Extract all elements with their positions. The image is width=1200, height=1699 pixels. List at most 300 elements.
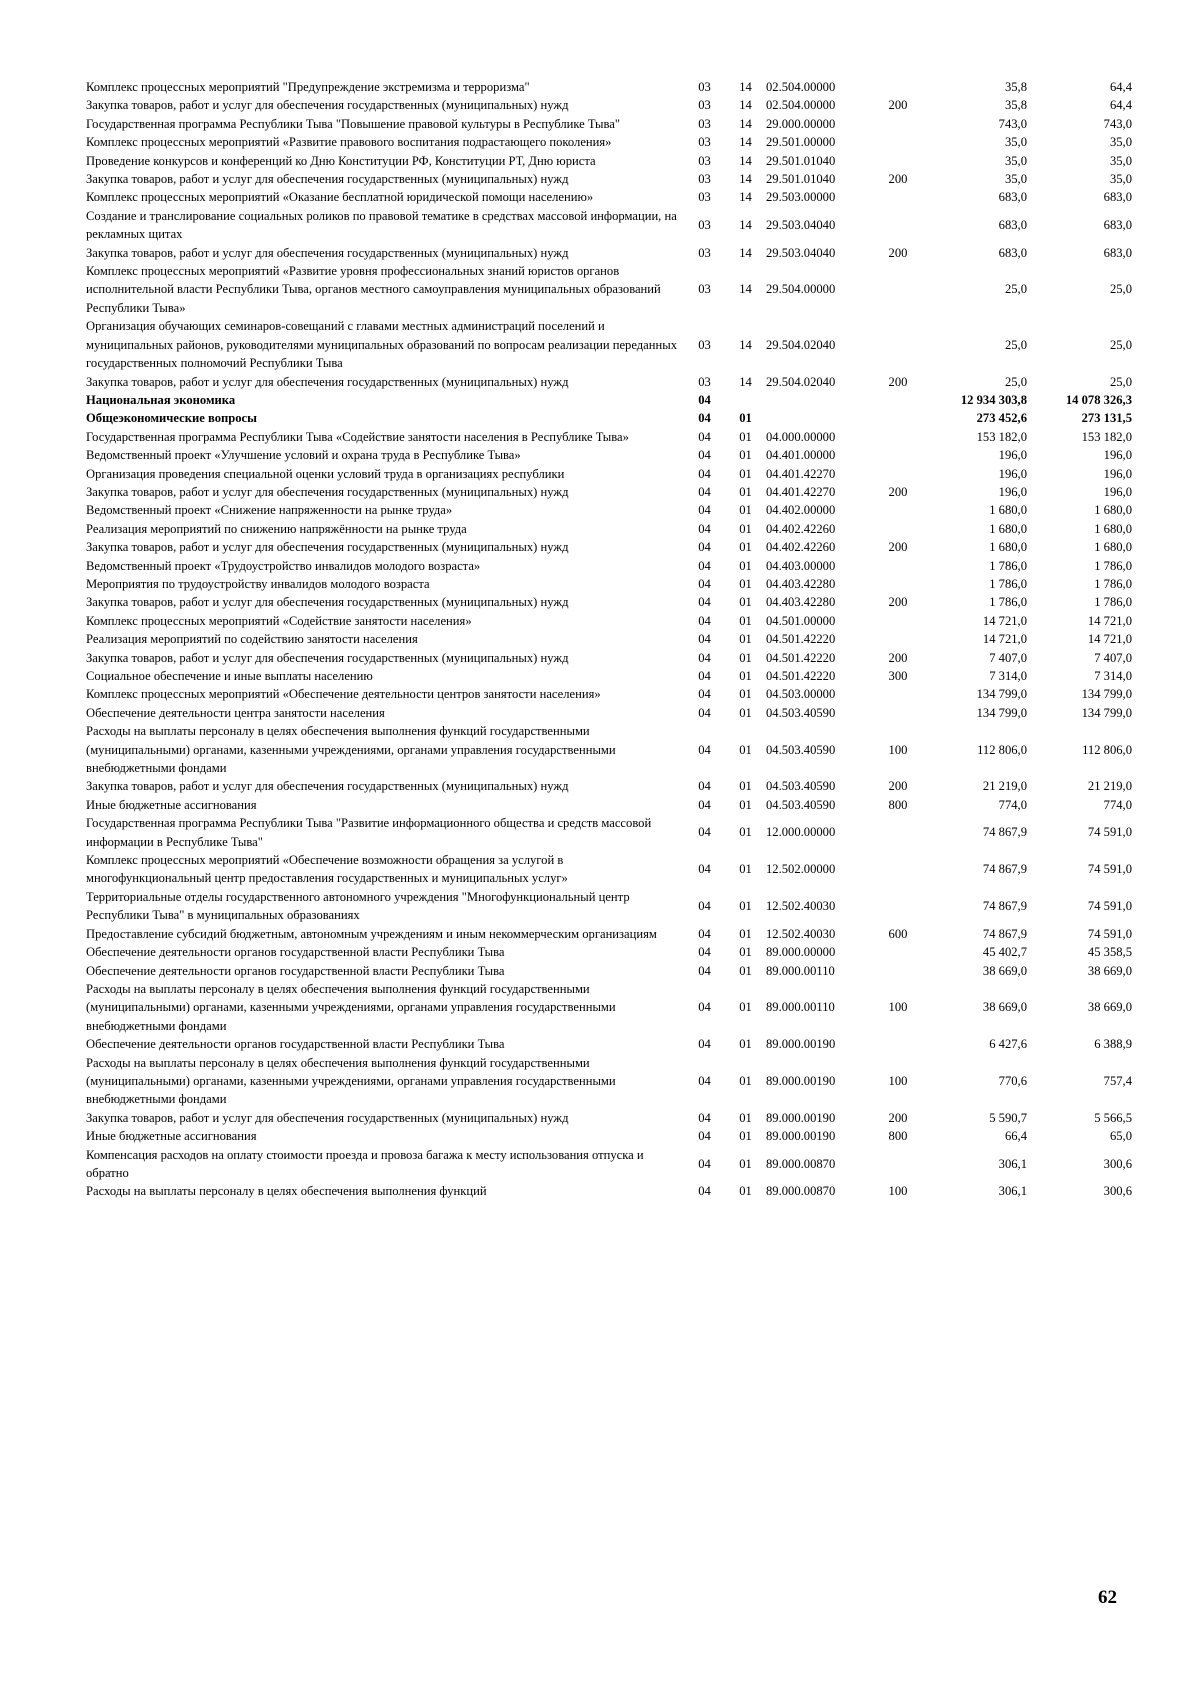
expense-type-code (878, 428, 918, 446)
table-row (86, 612, 1132, 630)
row-name: Создание и транслирование социальных роликов по правовой тематике в средствах массовой информации, на рекламных щитах (86, 208, 677, 242)
amount-year-1: 1 786,0 (989, 558, 1027, 573)
expense-type-code: 100 (888, 742, 908, 757)
target-article-code: 04.401.00000 (766, 448, 836, 463)
section-code: 04 (698, 466, 711, 481)
amount-year-2: 7 407,0 (1094, 650, 1132, 665)
amount-year-1: 38 669,0 (982, 963, 1027, 978)
amount-year-1: 770,6 (998, 1073, 1027, 1088)
table-row (86, 317, 1132, 372)
row-name: Реализация мероприятий по содействию занятости населения (86, 632, 418, 647)
amount-year-2: 5 566,5 (1094, 1110, 1132, 1125)
section-code: 04 (698, 1110, 711, 1125)
amount-year-2: 21 219,0 (1087, 779, 1132, 794)
target-article-code: 12.502.40030 (766, 926, 836, 941)
section-code: 03 (698, 337, 711, 352)
amount-year-2: 300,6 (1103, 1184, 1132, 1199)
amount-year-1: 196,0 (998, 448, 1027, 463)
amount-year-1: 1 786,0 (989, 576, 1027, 591)
section-code: 04 (698, 411, 711, 426)
row-name: Национальная экономика (86, 392, 236, 407)
amount-year-1: 25,0 (1004, 282, 1027, 297)
section-code: 03 (698, 116, 711, 131)
page-number: 62 (1098, 1587, 1117, 1608)
amount-year-2: 35,0 (1109, 172, 1132, 187)
target-article-code: 89.000.00870 (766, 1156, 836, 1171)
expense-type-code (878, 78, 918, 96)
amount-year-1: 74 867,9 (982, 899, 1027, 914)
amount-year-1: 35,0 (1004, 172, 1027, 187)
section-code: 04 (698, 1000, 711, 1015)
amount-year-2: 153 182,0 (1081, 429, 1132, 444)
row-name: Обеспечение деятельности органов государственной власти Республики Тыва (86, 963, 505, 978)
expense-type-code (878, 115, 918, 133)
amount-year-2: 757,4 (1103, 1073, 1132, 1088)
table-row (86, 78, 1132, 96)
amount-year-1: 1 680,0 (989, 503, 1027, 518)
target-article-code: 04.503.40590 (766, 742, 836, 757)
table-row (86, 501, 1132, 519)
section-code: 04 (698, 558, 711, 573)
target-article-code: 29.000.00000 (766, 116, 836, 131)
row-name: Комплекс процессных мероприятий «Оказание бесплатной юридической помощи населению» (86, 190, 594, 205)
subsection-code: 14 (739, 116, 752, 131)
row-name: Ведомственный проект «Улучшение условий и охрана труда в Республике Тыва» (86, 448, 521, 463)
target-article-code: 04.402.00000 (766, 503, 836, 518)
table-row (86, 649, 1132, 667)
expense-type-code (878, 1146, 918, 1183)
amount-year-1: 134 799,0 (976, 687, 1027, 702)
amount-year-2: 1 786,0 (1094, 576, 1132, 591)
expense-type-code (878, 188, 918, 206)
expense-type-code: 200 (888, 484, 908, 499)
amount-year-2: 134 799,0 (1081, 687, 1132, 702)
section-code: 03 (698, 80, 711, 94)
table-row (86, 152, 1132, 170)
amount-year-2: 14 721,0 (1087, 632, 1132, 647)
section-code: 04 (698, 521, 711, 536)
row-name: Расходы на выплаты персоналу в целях обеспечения выполнения функций государственными (муниципальными) органами, казенными учреждениями, органами управления государственными внебюджетными фондами (86, 1055, 616, 1107)
expense-type-code (878, 575, 918, 593)
table-row (86, 593, 1132, 611)
amount-year-1: 35,0 (1004, 153, 1027, 168)
amount-year-2: 6 388,9 (1094, 1037, 1132, 1052)
row-name: Комплекс процессных мероприятий «Развитие уровня профессиональных знаний юристов органов исполнительной власти Республики Тыва, органов местного самоуправления муниципальных образований Республики Тыва» (86, 264, 661, 315)
amount-year-1: 683,0 (998, 190, 1027, 205)
table-row (86, 520, 1132, 538)
row-name: Реализация мероприятий по снижению напряжённости на рынке труда (86, 521, 467, 536)
table-row (86, 465, 1132, 483)
table-row (86, 483, 1132, 501)
subsection-code: 01 (739, 429, 752, 444)
amount-year-2: 1 680,0 (1094, 540, 1132, 555)
target-article-code: 04.501.42220 (766, 669, 836, 683)
expense-type-code (878, 446, 918, 464)
row-name: Ведомственный проект «Снижение напряженности на рынке труда» (86, 503, 453, 518)
amount-year-2: 65,0 (1109, 1129, 1132, 1144)
row-name: Общеэкономические вопросы (86, 411, 257, 426)
subsection-code: 14 (739, 98, 752, 113)
expense-type-code (878, 630, 918, 648)
subsection-code: 01 (739, 466, 752, 481)
section-code: 04 (698, 825, 711, 840)
subsection-code: 01 (739, 411, 752, 426)
expense-type-code: 800 (888, 1129, 908, 1144)
table-row (86, 428, 1132, 446)
amount-year-1: 25,0 (1004, 337, 1027, 352)
amount-year-1: 196,0 (998, 466, 1027, 481)
table-row (86, 980, 1132, 1035)
subsection-code: 01 (739, 595, 752, 610)
section-code: 04 (698, 1073, 711, 1088)
subsection-code: 14 (739, 218, 752, 233)
subsection-code: 14 (739, 190, 752, 205)
row-name: Закупка товаров, работ и услуг для обеспечения государственных (муниципальных) нужд (86, 595, 569, 610)
amount-year-1: 35,8 (1004, 80, 1027, 94)
table-row (86, 1182, 1132, 1200)
table-row (86, 667, 1132, 685)
amount-year-1: 306,1 (998, 1184, 1027, 1199)
table-row (86, 170, 1132, 188)
subsection-code: 14 (739, 135, 752, 150)
amount-year-1: 306,1 (998, 1156, 1027, 1171)
section-code: 03 (698, 190, 711, 205)
target-article-code: 12.502.00000 (766, 862, 836, 877)
amount-year-2: 683,0 (1103, 218, 1132, 233)
target-article-code: 04.403.00000 (766, 558, 836, 573)
section-code: 03 (698, 153, 711, 168)
target-article-code: 89.000.00110 (766, 963, 835, 978)
amount-year-2: 196,0 (1103, 484, 1132, 499)
amount-year-1: 683,0 (998, 218, 1027, 233)
section-code: 04 (698, 448, 711, 463)
expense-type-code (878, 207, 918, 244)
subsection-code: 01 (739, 926, 752, 941)
subsection-code: 01 (739, 945, 752, 960)
amount-year-1: 35,8 (1004, 98, 1027, 113)
table-row (86, 1146, 1132, 1183)
expense-type-code (878, 409, 918, 427)
row-name: Комплекс процессных мероприятий "Предупреждение экстремизма и терроризма" (86, 80, 530, 94)
expense-type-code (878, 685, 918, 703)
subsection-code: 01 (739, 825, 752, 840)
subsection-code: 01 (739, 1000, 752, 1015)
target-article-code: 29.504.02040 (766, 374, 836, 389)
amount-year-1: 66,4 (1004, 1129, 1027, 1144)
budget-table (86, 78, 1132, 1201)
subsection-code: 14 (739, 337, 752, 352)
subsection-code: 14 (739, 153, 752, 168)
section-code: 04 (698, 503, 711, 518)
section-code: 04 (698, 669, 711, 683)
expense-type-code (878, 391, 918, 409)
row-name: Комплекс процессных мероприятий «Содействие занятости населения» (86, 613, 472, 628)
expense-type-code: 100 (888, 1184, 908, 1199)
subsection-code: 14 (739, 172, 752, 187)
amount-year-1: 6 427,6 (989, 1037, 1027, 1052)
amount-year-2: 38 669,0 (1087, 1000, 1132, 1015)
table-row (86, 796, 1132, 814)
expense-type-code: 200 (888, 172, 908, 187)
section-code: 04 (698, 1129, 711, 1144)
amount-year-1: 7 407,0 (989, 650, 1027, 665)
expense-type-code (878, 814, 918, 851)
subsection-code: 01 (739, 862, 752, 877)
target-article-code (766, 409, 878, 427)
subsection-code: 01 (739, 632, 752, 647)
target-article-code: 29.501.01040 (766, 153, 836, 168)
section-code: 04 (698, 926, 711, 941)
table-row (86, 685, 1132, 703)
amount-year-1: 273 452,6 (976, 411, 1027, 426)
amount-year-1: 5 590,7 (989, 1110, 1027, 1125)
target-article-code: 04.503.40590 (766, 705, 836, 720)
table-row (86, 115, 1132, 133)
amount-year-1: 153 182,0 (976, 429, 1027, 444)
amount-year-2: 45 358,5 (1087, 945, 1132, 960)
amount-year-2: 273 131,5 (1081, 411, 1132, 426)
expense-type-code (878, 501, 918, 519)
target-article-code: 12.502.40030 (766, 899, 836, 914)
subsection-code: 01 (739, 779, 752, 794)
amount-year-2: 1 786,0 (1094, 595, 1132, 610)
subsection-code: 01 (739, 1156, 752, 1171)
row-name: Ведомственный проект «Трудоустройство инвалидов молодого возраста» (86, 558, 481, 573)
expense-type-code (878, 888, 918, 925)
amount-year-2: 74 591,0 (1087, 825, 1132, 840)
table-row (86, 446, 1132, 464)
section-code: 04 (698, 1037, 711, 1052)
section-code: 04 (698, 392, 711, 407)
table-row (86, 1109, 1132, 1127)
subsection-code: 01 (739, 1184, 752, 1199)
target-article-code (766, 391, 878, 409)
section-code: 03 (698, 282, 711, 297)
row-name: Обеспечение деятельности центра занятости населения (86, 705, 385, 720)
section-code: 04 (698, 484, 711, 499)
expense-type-code: 600 (888, 926, 908, 941)
target-article-code: 29.501.01040 (766, 172, 836, 187)
section-code: 04 (698, 687, 711, 702)
row-name: Закупка товаров, работ и услуг для обеспечения государственных (муниципальных) нужд (86, 172, 569, 187)
amount-year-1: 1 786,0 (989, 595, 1027, 610)
table-row (86, 962, 1132, 980)
expense-type-code: 100 (888, 1073, 908, 1088)
amount-year-2: 1 680,0 (1094, 521, 1132, 536)
section-code: 04 (698, 705, 711, 720)
subsection-code: 14 (739, 374, 752, 389)
target-article-code: 04.503.40590 (766, 797, 836, 812)
amount-year-1: 1 680,0 (989, 521, 1027, 536)
row-name: Закупка товаров, работ и услуг для обеспечения государственных (муниципальных) нужд (86, 650, 569, 665)
row-name: Закупка товаров, работ и услуг для обеспечения государственных (муниципальных) нужд (86, 98, 569, 113)
row-name: Компенсация расходов на оплату стоимости проезда и провоза багажа к месту использования отпуска и обратно (86, 1147, 644, 1180)
row-name: Иные бюджетные ассигнования (86, 797, 257, 812)
section-code: 04 (698, 797, 711, 812)
amount-year-1: 74 867,9 (982, 926, 1027, 941)
table-row (86, 538, 1132, 556)
amount-year-2: 1 786,0 (1094, 558, 1132, 573)
amount-year-1: 112 806,0 (977, 742, 1027, 757)
amount-year-2: 683,0 (1103, 190, 1132, 205)
amount-year-1: 743,0 (998, 116, 1027, 131)
table-row (86, 851, 1132, 888)
amount-year-2: 14 078 326,3 (1065, 392, 1132, 407)
section-code: 04 (698, 963, 711, 978)
target-article-code: 04.401.42270 (766, 484, 836, 499)
section-code: 03 (698, 172, 711, 187)
expense-type-code (878, 851, 918, 888)
table-row (86, 1127, 1132, 1145)
table-row (86, 207, 1132, 244)
table-row (86, 96, 1132, 114)
amount-year-2: 7 314,0 (1094, 669, 1132, 683)
section-code: 03 (698, 98, 711, 113)
table-row (86, 188, 1132, 206)
expense-type-code (878, 152, 918, 170)
row-name: Проведение конкурсов и конференций ко Дню Конституции РФ, Конституции РТ, Дню юриста (86, 153, 596, 168)
amount-year-1: 196,0 (998, 484, 1027, 499)
amount-year-1: 12 934 303,8 (960, 392, 1027, 407)
subsection-code: 01 (739, 613, 752, 628)
section-code: 04 (698, 576, 711, 591)
subsection-code: 14 (739, 245, 752, 260)
amount-year-1: 74 867,9 (982, 825, 1027, 840)
amount-year-2: 25,0 (1109, 374, 1132, 389)
target-article-code: 89.000.00000 (766, 945, 836, 960)
expense-type-code: 200 (888, 1110, 908, 1125)
subsection-code: 01 (739, 1073, 752, 1088)
target-article-code: 02.504.00000 (766, 80, 836, 94)
expense-type-code: 200 (888, 540, 908, 555)
section-code: 04 (698, 613, 711, 628)
row-name: Расходы на выплаты персоналу в целях обеспечения выполнения функций государственными (муниципальными) органами, казенными учреждениями, органами управления государственными внебюджетными фондами (86, 981, 616, 1033)
amount-year-2: 25,0 (1109, 282, 1132, 297)
target-article-code: 04.402.42260 (766, 540, 836, 555)
table-row (86, 888, 1132, 925)
budget-table-body (86, 78, 1132, 1201)
expense-type-code: 200 (888, 650, 908, 665)
row-name: Закупка товаров, работ и услуг для обеспечения государственных (муниципальных) нужд (86, 484, 569, 499)
row-name: Организация обучающих семинаров-совещаний с главами местных администраций поселений и муниципальных районов, руководителями муниципальных образований по вопросам реализации переданных государственных полномочий Республики Тыва (86, 319, 678, 371)
table-row (86, 133, 1132, 151)
table-row (86, 575, 1132, 593)
subsection-code: 01 (739, 899, 752, 914)
row-name: Организация проведения специальной оценки условий труда в организациях республики (86, 466, 565, 481)
amount-year-1: 21 219,0 (982, 779, 1027, 794)
subsection-code: 01 (739, 1129, 752, 1144)
table-row (86, 391, 1132, 409)
subsection-code: 01 (739, 1037, 752, 1052)
row-name: Закупка товаров, работ и услуг для обеспечения государственных (муниципальных) нужд (86, 374, 569, 389)
amount-year-2: 64,4 (1109, 80, 1132, 94)
target-article-code: 29.503.04040 (766, 245, 836, 260)
amount-year-2: 743,0 (1103, 116, 1132, 131)
amount-year-2: 74 591,0 (1087, 862, 1132, 877)
amount-year-1: 38 669,0 (982, 1000, 1027, 1015)
expense-type-code (878, 465, 918, 483)
expense-type-code: 100 (888, 1000, 908, 1015)
amount-year-2: 196,0 (1103, 466, 1132, 481)
row-name: Территориальные отделы государственного автономного учреждения "Многофункциональный центр Республики Тыва" в муниципальных образованиях (86, 889, 630, 923)
row-name: Государственная программа Республики Тыва «Содействие занятости населения в Республике Тыва» (86, 429, 629, 444)
subsection-code (725, 391, 766, 409)
target-article-code: 29.503.00000 (766, 190, 836, 205)
row-name: Закупка товаров, работ и услуг для обеспечения государственных (муниципальных) нужд (86, 540, 569, 555)
expense-type-code: 200 (888, 374, 908, 389)
target-article-code: 89.000.00190 (766, 1037, 836, 1052)
expense-type-code: 300 (888, 669, 908, 683)
amount-year-2: 35,0 (1109, 153, 1132, 168)
expense-type-code: 200 (888, 595, 908, 610)
target-article-code: 04.401.42270 (766, 466, 836, 481)
target-article-code: 29.504.00000 (766, 282, 836, 297)
section-code: 03 (698, 245, 711, 260)
row-name: Государственная программа Республики Тыва "Повышение правовой культуры в Республике Тыва" (86, 116, 620, 131)
row-name: Расходы на выплаты персоналу в целях обеспечения выполнения функций государственными (муниципальными) органами, казенными учреждениями, органами управления государственными внебюджетными фондами (86, 724, 616, 776)
expense-type-code (878, 520, 918, 538)
amount-year-1: 683,0 (998, 245, 1027, 260)
target-article-code: 04.403.42280 (766, 595, 836, 610)
target-article-code: 04.501.42220 (766, 650, 836, 665)
subsection-code: 01 (739, 797, 752, 812)
amount-year-2: 774,0 (1103, 797, 1132, 812)
row-name: Обеспечение деятельности органов государственной власти Республики Тыва (86, 1037, 505, 1052)
amount-year-2: 25,0 (1109, 337, 1132, 352)
subsection-code: 01 (739, 705, 752, 720)
target-article-code: 04.501.42220 (766, 632, 836, 647)
section-code: 04 (698, 899, 711, 914)
subsection-code: 01 (739, 558, 752, 573)
amount-year-2: 300,6 (1103, 1156, 1132, 1171)
target-article-code: 04.503.40590 (766, 779, 836, 794)
target-article-code: 04.403.42280 (766, 576, 836, 591)
amount-year-1: 774,0 (998, 797, 1027, 812)
section-code: 03 (698, 218, 711, 233)
target-article-code: 29.503.04040 (766, 218, 836, 233)
amount-year-2: 196,0 (1103, 448, 1132, 463)
target-article-code: 12.000.00000 (766, 825, 836, 840)
subsection-code: 01 (739, 687, 752, 702)
amount-year-1: 134 799,0 (976, 705, 1027, 720)
row-name: Обеспечение деятельности органов государственной власти Республики Тыва (86, 945, 505, 960)
subsection-code: 01 (739, 448, 752, 463)
expense-type-code: 200 (888, 779, 908, 794)
section-code: 03 (698, 135, 711, 150)
row-name: Социальное обеспечение и иные выплаты населению (86, 669, 373, 683)
target-article-code: 89.000.00110 (766, 1000, 835, 1015)
section-code: 03 (698, 374, 711, 389)
subsection-code: 01 (739, 576, 752, 591)
table-row (86, 814, 1132, 851)
expense-type-code (878, 1035, 918, 1053)
amount-year-1: 14 721,0 (982, 613, 1027, 628)
target-article-code: 89.000.00870 (766, 1184, 836, 1199)
table-row (86, 409, 1132, 427)
section-code: 04 (698, 650, 711, 665)
subsection-code: 14 (739, 282, 752, 297)
target-article-code: 04.503.00000 (766, 687, 836, 702)
target-article-code: 04.402.42260 (766, 521, 836, 536)
table-row (86, 244, 1132, 262)
section-code: 04 (698, 945, 711, 960)
section-code: 04 (698, 862, 711, 877)
subsection-code: 01 (739, 1110, 752, 1125)
expense-type-code (878, 317, 918, 372)
amount-year-2: 14 721,0 (1087, 613, 1132, 628)
target-article-code: 29.504.02040 (766, 337, 836, 352)
subsection-code: 01 (739, 503, 752, 518)
